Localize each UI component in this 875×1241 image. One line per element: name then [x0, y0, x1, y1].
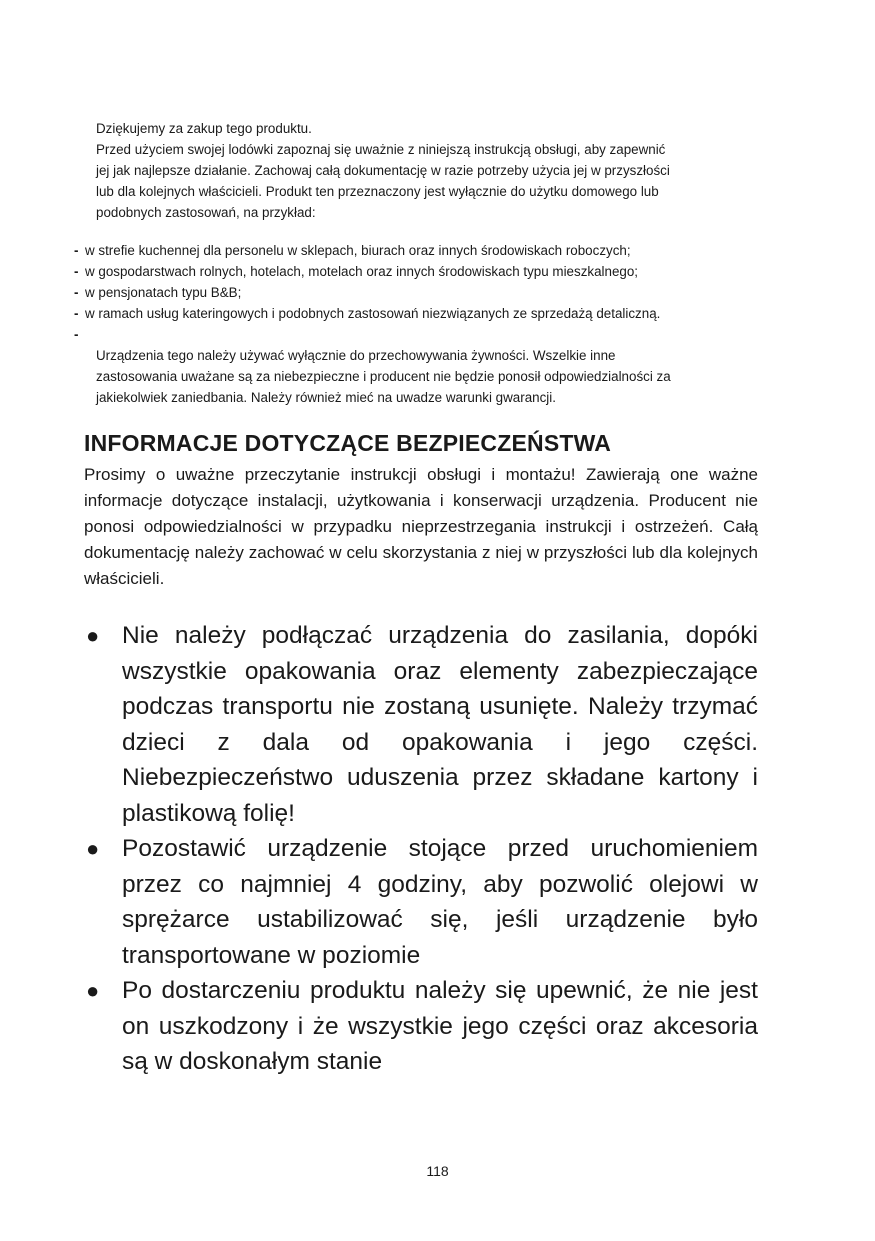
usage-note-line: zastosowania uważane są za niebezpieczne i producent nie będzie ponosił odpowiedzialności za [96, 369, 671, 384]
safety-bullet-item [84, 831, 758, 973]
safety-bullet-item [84, 618, 758, 831]
safety-heading: INFORMACJE DOTYCZĄCE BEZPIECZEŃSTWA [84, 430, 612, 456]
list-item [74, 303, 774, 324]
dash-marker: - [74, 285, 79, 300]
intro-line: lub dla kolejnych właścicieli. Produkt ten przeznaczony jest wyłącznie do użytku domowego lub [96, 184, 659, 199]
list-item [74, 240, 774, 261]
list-item-text: w strefie kuchennej dla personelu w sklepach, biurach oraz innych środowiskach roboczych; [85, 243, 631, 258]
usage-examples-list [74, 240, 774, 324]
dash-marker: - [74, 243, 79, 258]
intro-line: Przed użyciem swojej lodówki zapoznaj się uważnie z niniejszą instrukcją obsługi, aby zapewnić [96, 142, 666, 157]
bullet-icon: ● [86, 623, 100, 648]
safety-intro-paragraph: Prosimy o uważne przeczytanie instrukcji obsługi i montażu! Zawierają one ważne informacje dotyczące instalacji, użytkowania i konserwacji urządzenia. Producent nie ponosi odpowiedzialności w przypadku nieprzestrzegania instrukcji i ostrzeżeń. Całą dokumentację należy zachować w celu skorzystania z niej w przyszłości lub dla kolejnych właścicieli. [84, 465, 758, 588]
usage-note-line: Urządzenia tego należy używać wyłącznie do przechowywania żywności. Wszelkie inne [96, 348, 616, 363]
dash-marker: - [74, 264, 79, 279]
dash-marker: - [74, 306, 79, 321]
intro-line: jej jak najlepsze działanie. Zachowaj całą dokumentację w razie potrzeby użycia jej w przyszłości [96, 163, 670, 178]
list-item-text: w pensjonatach typu B&B; [85, 285, 242, 300]
list-item-text: w ramach usług kateringowych i podobnych zastosowań niezwiązanych ze sprzedażą detaliczną. [85, 306, 661, 321]
safety-bullet-text: Pozostawić urządzenie stojące przed uruchomieniem przez co najmniej 4 godziny, aby pozwolić olejowi w sprężarce ustabilizować się, jeśli urządzenie było transportowane w poziomie [122, 835, 758, 969]
intro-paragraph [96, 118, 756, 223]
page-number: 118 [426, 1163, 449, 1179]
safety-bullet-text: Po dostarczeniu produktu należy się upewnić, że nie jest on uszkodzony i że wszystkie jego części oraz akcesoria są w doskonałym stanie [122, 977, 758, 1075]
usage-note [96, 345, 776, 408]
intro-line: Dziękujemy za zakup tego produktu. [96, 121, 312, 136]
list-item [74, 282, 774, 303]
intro-line: podobnych zastosowań, na przykład: [96, 205, 316, 220]
safety-bullet-item [84, 973, 758, 1080]
bullet-icon: ● [86, 978, 100, 1003]
bullet-icon: ● [86, 836, 100, 861]
safety-bullet-list [84, 618, 758, 1080]
usage-note-line: jakiekolwiek zaniedbania. Należy również mieć na uwadze warunki gwarancji. [96, 390, 556, 405]
safety-bullet-text: Nie należy podłączać urządzenia do zasilania, dopóki wszystkie opakowania oraz elementy zabezpieczające podczas transportu nie zostaną usunięte. Należy trzymać dzieci z dala od opakowania i jego części. Niebezpieczeństwo uduszenia przez składane kartony i plastikową folię! [122, 622, 758, 827]
list-item-text: w gospodarstwach rolnych, hotelach, motelach oraz innych środowiskach typu mieszkalnego; [85, 264, 639, 279]
list-item [74, 261, 774, 282]
empty-list-dash: - [74, 327, 79, 342]
